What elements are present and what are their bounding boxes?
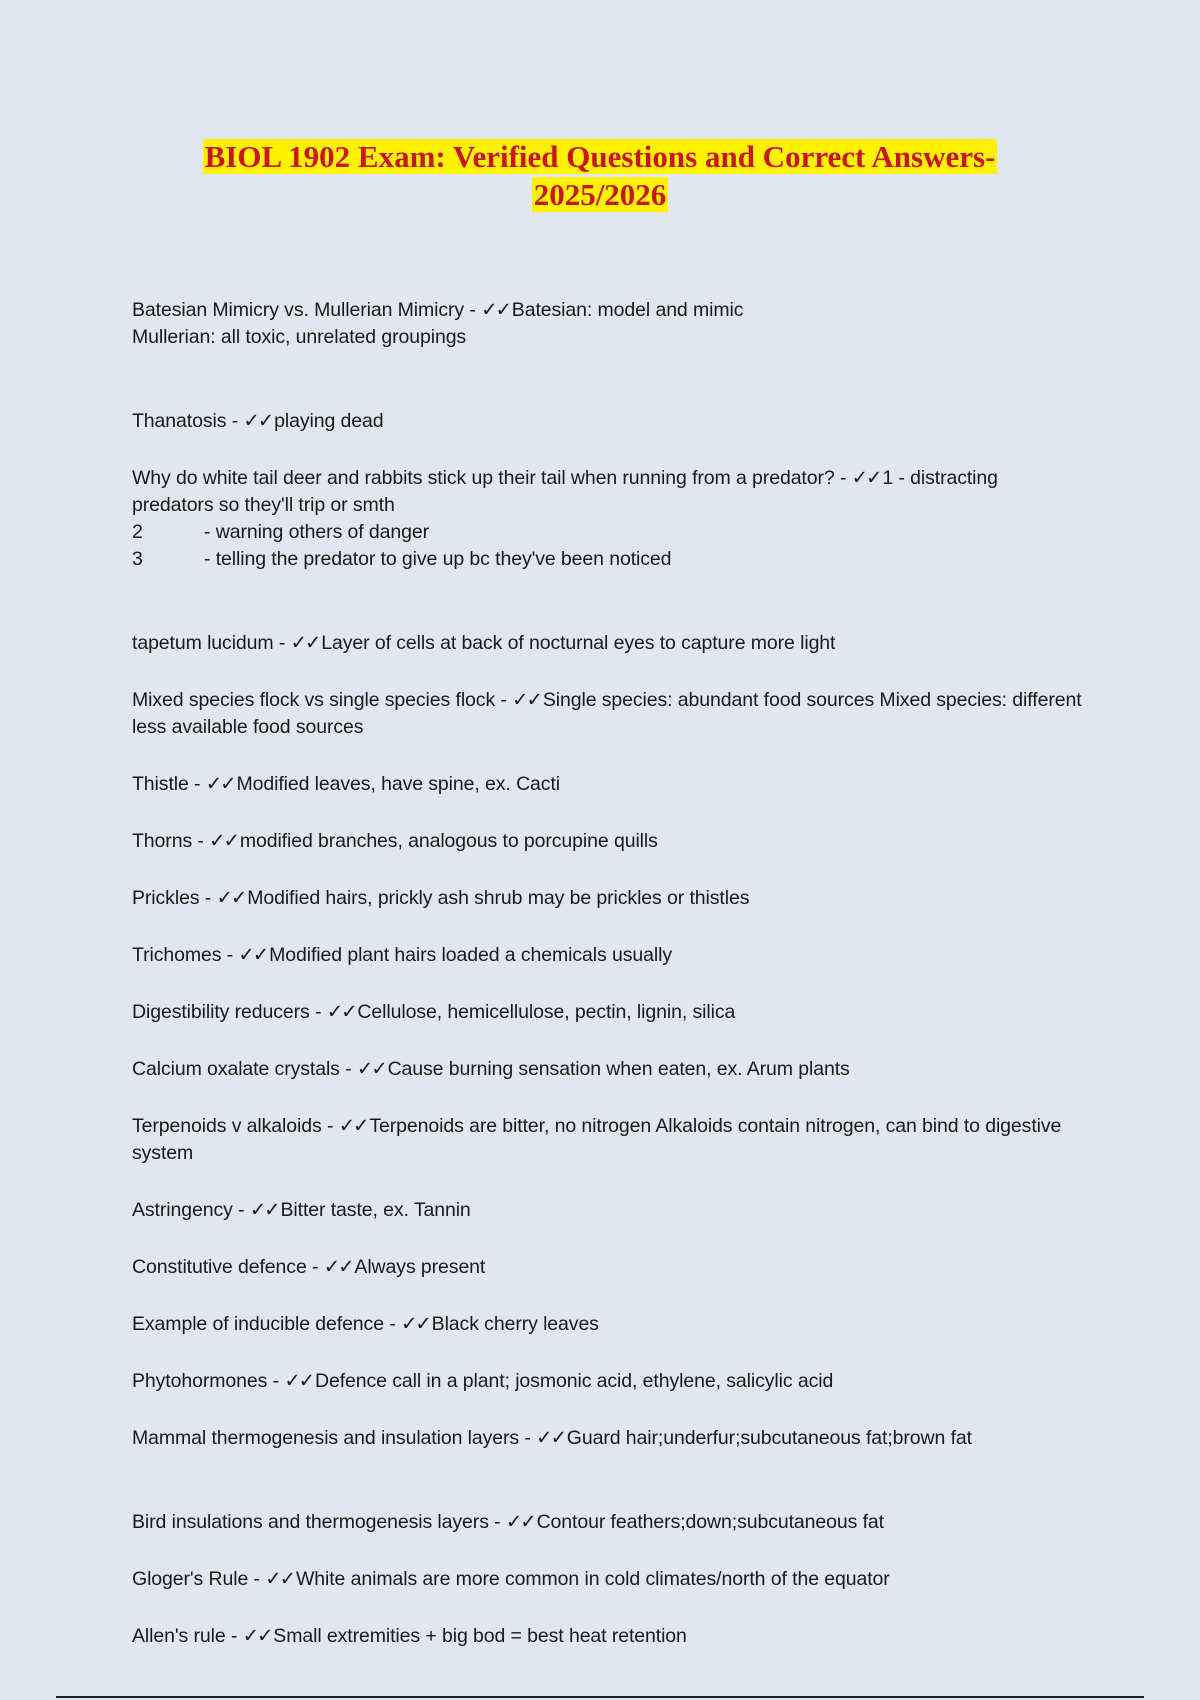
qa-term: Example of inducible defence - <box>132 1313 401 1335</box>
qa-answer: Modified plant hairs loaded a chemicals usually <box>269 944 672 966</box>
qa-answer: Black cherry leaves <box>431 1313 599 1335</box>
qa-term: Astringency - <box>132 1199 250 1221</box>
subline-text: - telling the predator to give up bc they've been noticed <box>204 548 672 570</box>
qa-term: Thanatosis - <box>132 410 244 432</box>
qa-entry-calcium-oxalate <box>132 1056 1082 1083</box>
qa-term: Digestibility reducers - <box>132 1001 327 1023</box>
qa-entry-thanatosis <box>132 408 1082 435</box>
check-mark-icon: ✓✓ <box>356 1058 386 1080</box>
qa-term: tapetum lucidum - <box>132 632 291 654</box>
qa-entry-bird-insulation <box>132 1509 1082 1536</box>
check-mark-icon: ✓✓ <box>512 689 541 711</box>
qa-entry-glogers-rule <box>132 1566 1082 1593</box>
qa-entry-mammal-thermogenesis <box>132 1425 1082 1452</box>
qa-entry-digestibility-reducers <box>132 999 1082 1026</box>
qa-entry-constitutive-defence <box>132 1254 1082 1281</box>
check-mark-icon: ✓✓ <box>249 1199 279 1221</box>
qa-answer: Contour feathers;down;subcutaneous fat <box>536 1511 884 1533</box>
qa-term: Terpenoids v alkaloids - <box>132 1115 339 1137</box>
qa-entry-batesian-mimicry <box>132 297 1082 351</box>
qa-term: Batesian Mimicry vs. Mullerian Mimicry - <box>132 299 482 321</box>
qa-entry-flocks <box>132 687 1082 741</box>
qa-answer: Layer of cells at back of nocturnal eyes to capture more light <box>321 632 836 654</box>
qa-answer: Terpenoids are bitter, no nitrogen Alkaloids contain nitrogen, can bind to digestive system <box>132 1115 1062 1164</box>
qa-answer: playing dead <box>274 410 384 432</box>
qa-entry-allens-rule <box>132 1623 1082 1650</box>
qa-term: Bird insulations and thermogenesis layers - <box>132 1511 506 1533</box>
check-mark-icon: ✓✓ <box>238 944 268 966</box>
check-mark-icon: ✓✓ <box>216 887 246 909</box>
page-bottom-divider <box>56 1696 1144 1698</box>
qa-term: Calcium oxalate crystals - <box>132 1058 357 1080</box>
qa-answer: Batesian: model and mimic <box>511 299 744 321</box>
qa-entry-trichomes <box>132 942 1082 969</box>
qa-entry-prickles <box>132 885 1082 912</box>
check-mark-icon: ✓✓ <box>243 410 273 432</box>
qa-entry-tail-display <box>132 465 1082 573</box>
check-mark-icon: ✓✓ <box>505 1511 535 1533</box>
qa-answer: Bitter taste, ex. Tannin <box>280 1199 471 1221</box>
qa-answer: modified branches, analogous to porcupine quills <box>239 830 658 852</box>
qa-term: Thorns - <box>132 830 210 852</box>
qa-answer: Always present <box>354 1256 486 1278</box>
qa-answer: Defence call in a plant; josmonic acid, ethylene, salicylic acid <box>315 1370 834 1392</box>
qa-entry-astringency <box>132 1197 1082 1224</box>
check-mark-icon: ✓✓ <box>400 1313 430 1335</box>
qa-answer: White animals are more common in cold climates/north of the equator <box>295 1568 890 1590</box>
qa-subline <box>132 546 1082 573</box>
qa-answer: Modified hairs, prickly ash shrub may be prickles or thistles <box>247 887 750 909</box>
check-mark-icon: ✓✓ <box>290 632 320 654</box>
subline-number: 3 <box>132 548 143 570</box>
qa-term: Why do white tail deer and rabbits stick up their tail when running from a predator? - <box>132 467 852 489</box>
qa-entry-thistle <box>132 771 1082 798</box>
qa-answer: 1 - distracting predators so they'll trip or smth <box>132 467 998 516</box>
qa-entry-terpenoids <box>132 1113 1082 1167</box>
qa-term: Constitutive defence - <box>132 1256 324 1278</box>
check-mark-icon: ✓✓ <box>326 1001 356 1023</box>
qa-answer-extra: Mullerian: all toxic, unrelated groupings <box>132 326 467 348</box>
check-mark-icon: ✓✓ <box>338 1115 368 1137</box>
check-mark-icon: ✓✓ <box>265 1568 294 1590</box>
qa-term: Trichomes - <box>132 944 239 966</box>
document-title <box>100 138 1100 214</box>
check-mark-icon: ✓✓ <box>481 299 510 321</box>
qa-term: Phytohormones - <box>132 1370 285 1392</box>
subline-number: 2 <box>132 521 143 543</box>
qa-term: Allen's rule - <box>132 1625 243 1647</box>
title-line-2: 2025/2026 <box>533 177 667 212</box>
qa-term: Mammal thermogenesis and insulation layers - <box>132 1427 537 1449</box>
check-mark-icon: ✓✓ <box>851 467 881 489</box>
qa-answer: Modified leaves, have spine, ex. Cacti <box>236 773 560 795</box>
qa-subline <box>132 519 1082 546</box>
subline-text: - warning others of danger <box>204 521 430 543</box>
qa-entry-inducible-defence <box>132 1311 1082 1338</box>
qa-answer: Small extremities + big bod = best heat retention <box>273 1625 687 1647</box>
check-mark-icon: ✓✓ <box>209 830 238 852</box>
qa-entry-tapetum-lucidum <box>132 630 1082 657</box>
qa-answer: Cellulose, hemicellulose, pectin, lignin, silica <box>357 1001 736 1023</box>
check-mark-icon: ✓✓ <box>284 1370 313 1392</box>
check-mark-icon: ✓✓ <box>536 1427 565 1449</box>
qa-term: Gloger's Rule - <box>132 1568 266 1590</box>
qa-list <box>132 297 1082 1650</box>
check-mark-icon: ✓✓ <box>323 1256 353 1278</box>
qa-answer: Cause burning sensation when eaten, ex. Arum plants <box>387 1058 850 1080</box>
qa-answer: Guard hair;underfur;subcutaneous fat;brown fat <box>566 1427 972 1449</box>
qa-term: Mixed species flock vs single species flock - <box>132 689 513 711</box>
check-mark-icon: ✓✓ <box>205 773 235 795</box>
title-line-1: BIOL 1902 Exam: Verified Questions and Correct Answers- <box>204 139 996 174</box>
qa-term: Thistle - <box>132 773 206 795</box>
qa-entry-thorns <box>132 828 1082 855</box>
qa-term: Prickles - <box>132 887 217 909</box>
qa-answer: Single species: abundant food sources Mixed species: different less available food sources <box>132 689 1082 738</box>
qa-entry-phytohormones <box>132 1368 1082 1395</box>
check-mark-icon: ✓✓ <box>242 1625 272 1647</box>
